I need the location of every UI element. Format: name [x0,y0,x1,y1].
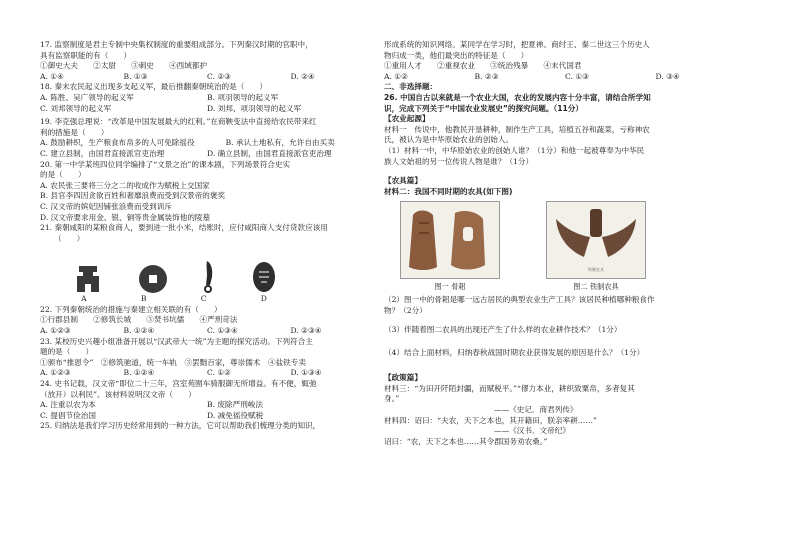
q17-option-c[interactable]: C. ②③ [207,71,231,81]
figure1-caption: 图一 骨耜 [434,282,466,292]
q19-options-row1 [40,138,374,149]
iron-tools-icon [552,205,640,265]
q20-stem-line1: 20. 第一中学某班四位同学编排了“文景之治”的课本剧，下列场景符合史实 [40,159,291,169]
q17-stem-line2: 具有监察职能的有（ ） [40,50,132,60]
q19-options-row2 [40,149,374,160]
q25-option-b[interactable]: B. ②③ [474,71,499,81]
q26-2-line1: （2）图一中的骨耜是哪一远古居民的典型农业生产工具？该居民种植哪种粮食作 [384,294,655,304]
q24-option-b[interactable]: B. 废除严刑峻法 [207,400,263,410]
q26-stem-line1: 26. 中国自古以来就是一个农业大国，农业的发展内容十分丰富，请结合所学知 [384,92,651,102]
q18-option-c[interactable]: C. 刘邦领导的起义军 [40,103,112,113]
ant-nose-coin-image [250,260,278,294]
q17-option-b[interactable]: B. ①③ [123,71,148,81]
q18-option-b[interactable]: B. 项羽领导的起义军 [207,92,279,102]
iron-tools-photo-label: 铁制农具 [588,267,604,273]
q23-option-a[interactable]: A. ①②③ [40,368,71,378]
q23-option-b[interactable]: B. ①②④ [123,368,155,378]
material4-line1: 材料四：诏曰：“夫农，天下之本也，其开籍田，朕亲率耕……” [384,415,597,425]
q20-option-a[interactable]: A. 农民张三要将三分之二的收成作为赋税上交国家 [40,180,210,190]
q17-stem-line1: 17. 监察制度是君主专制中央集权制度的重要组成部分。下列秦汉时期的官职中， [40,40,313,49]
q25-option-a[interactable]: A. ①② [384,71,408,81]
material1-line1: 材料一 传说中，他教民开垦耕种，制作生产工具，培植五谷和蔬菜，亏称神农 [384,124,650,134]
q17-items: ①御史大夫 ②太尉 ③刺史 ④西域都护 [40,61,208,71]
q20-option-c[interactable]: C. 汉文帝的嫔妃因铺张浪费而受到训斥 [40,201,172,211]
q17-option-d[interactable]: D. ②④ [290,71,315,81]
material1-line2: 氏，被认为是中华原始农业的创始人。 [384,135,514,145]
farm-tool-figures [400,201,746,293]
q25-stem-line1: 25. 归纳法是我们学习历史经常用到的一种方法，它可以帮助我们梳理分类的知识， [40,421,321,431]
q18-options-row1 [40,93,374,104]
q23-items: ①颁布“推恩令” ②修筑驰道，统一车轨 ③罢黜百家，尊崇儒术 ④盐铁专卖 [40,357,306,367]
q18-option-d[interactable]: D. 刘邦、项羽领导的起义军 [207,103,302,113]
q17-options [40,72,374,83]
section-heading-non-choice: 二、非选择题： [384,82,438,92]
q19-option-b[interactable]: B. 承认土地私有，允许自由买卖 [225,138,335,148]
q18-options-row2 [40,104,374,115]
q20-option-b[interactable]: B. 县官李四因贪欲百姓和奢靡浪费而受到汉景帝的褒奖 [40,191,226,201]
coin-label-c[interactable]: C [200,294,207,304]
q19-option-d[interactable]: D. 确立县制，由国君直接派官吏治理 [207,148,332,158]
q24-options-row1 [40,400,374,411]
q21-stem-line2: （ ） [54,233,85,243]
q21-coin-labels [54,294,294,305]
coin-label-d[interactable]: D [260,294,267,304]
q24-option-d[interactable]: D. 减免徭役赋税 [207,410,264,420]
coin-label-a[interactable]: A [81,294,87,304]
q19-option-c[interactable]: C. 建立县制，由国君直接派官吏治理 [40,148,165,158]
coin-label-b[interactable]: B [140,294,147,304]
figure-bone-spade [400,201,500,293]
q23-stem-line2: 题的是（ ） [40,347,94,357]
q23-option-c[interactable]: C. ①② [207,368,231,378]
q25-option-c[interactable]: C. ①③ [565,71,589,81]
q26-stem-line2: 识，完成下列关于“中国农业发展史”的探究问题。（11分） [384,103,583,113]
q24-option-c[interactable]: C. 提倡节俭治国 [40,410,96,420]
q24-stem-line1: 24. 史书记载，汉文帝“即位二十三年，宫室苑囿车骑服御无所增益。有不便，辄弛 [40,379,317,389]
q21-coin-images [54,250,294,294]
figure2-caption: 图二 铁制农具 [573,282,619,292]
q22-option-a[interactable]: A. ①②③ [40,326,71,336]
round-coin-square-hole-image [138,264,168,294]
q22-stem: 22. 下列秦朝统治的措施与秦建立相关联的有（ ） [40,304,222,314]
q20-stem-line2: 的是（ ） [40,170,86,180]
q17-option-a[interactable]: A. ①④ [40,71,64,81]
q18-stem: 18. 秦末农民起义出现多支起义军，最后推翻秦朝统治的是（ ） [40,82,268,92]
bone-spade-image [400,201,500,279]
q23-stem-line1: 23. 某校历史兴趣小组准备开展以“汉武帝大一统”为主题的探究活动。下列符合主 [40,336,313,346]
q19-stem-line2: 利的措施是（ ） [40,127,109,137]
bone-spade-icon [405,205,495,275]
q24-options-row2 [40,411,374,422]
q18-option-a[interactable]: A. 陈胜、吴广领导的起义军 [40,92,134,102]
q25-items: ①重用人才 ②重视农业 ③统治残暴 ④末代国君 [384,61,582,71]
q19-stem-line1: 19. 李克强总理说：“改革是中国发展最大的红利。”在商鞅变法中直接给农民带来红 [40,117,317,127]
q26-4: （4）结合上面材料，归纳春秋战国时期农业获得发展的原因是什么？（1分） [384,347,645,357]
figure-iron-tools [546,201,646,293]
q24-stem-line2: （放开）以利民”。该材料说明汉文帝（ ） [40,389,196,399]
q20-option-d[interactable]: D. 汉文帝要求用金、银、铜等贵金属装饰他的陵墓 [40,212,211,222]
section-agri-origin: 【农业起源】 [384,114,430,124]
q23-option-d[interactable]: D. ①③④ [290,368,322,378]
right-column [384,40,746,447]
q22-items: ①行郡县制 ②修筑长城 ③焚书坑儒 ④严刑苛法 [40,315,238,325]
material3-source: ——《史记．商君列传》 [494,405,578,415]
q22-option-b[interactable]: B. ①②④ [123,326,155,336]
material3-line2: 身。” [384,394,400,404]
material4-source: ——《汉书．文帝纪》 [494,426,570,436]
q22-option-d[interactable]: D. ②③④ [290,326,322,336]
q25-stem-line2: 形成系统的知识网络。某同学在学习时，把夏禅、商纣王、秦二世这三个历史人 [384,40,650,49]
section-farm-tools: 【农具篇】 [384,176,422,186]
material2-title: 材料二：我国不同时期的农具(如下图) [384,186,513,196]
q19-option-a[interactable]: A. 鼓励耕织，生产粮食布帛多的人可免除徭役 [40,138,195,148]
q24-option-a[interactable]: A. 注重以农为本 [40,400,96,410]
material4-line2: 诏曰：“农，天下之本也……其令郡国务劝农桑。” [384,436,548,446]
q25-option-d[interactable]: D. ③④ [655,71,680,81]
q22-option-c[interactable]: C. ①③④ [207,326,238,336]
material3-line1: 材料三：“为田开阡陌封疆，而赋税平。”“僇力本业，耕织致粟帛，多者复其 [384,383,635,393]
spade-coin-image [71,264,105,294]
q25-options [384,72,746,83]
q21-stem-line1: 21. 秦朝咸阳的某粮食商人，要到进一批小米，结账时，应付咸阳商人支付货款应该用 [40,223,328,233]
left-column [40,40,374,432]
q22-options [40,326,374,337]
q23-options [40,368,374,379]
q26-3: （3）伴随着图二农具的出现还产生了什么样的农业耕作技术？（1分） [384,325,622,335]
section-policy: 【政策篇】 [384,373,422,383]
q25-stem-line3: 物归成一类，他们最突出的特征是（ ） [384,50,529,60]
q26-1-line1: （1）材料一中，中华原始农业的创始人谁？（1分）和他一起被尊奉为中华民 [384,145,645,155]
q26-1-line2: 族人文始祖的另一位传说人物是谁？（1分） [384,156,534,166]
iron-tools-image [546,201,646,279]
q26-2-line2: 物？（2分） [384,305,427,315]
knife-coin-image [201,260,217,294]
